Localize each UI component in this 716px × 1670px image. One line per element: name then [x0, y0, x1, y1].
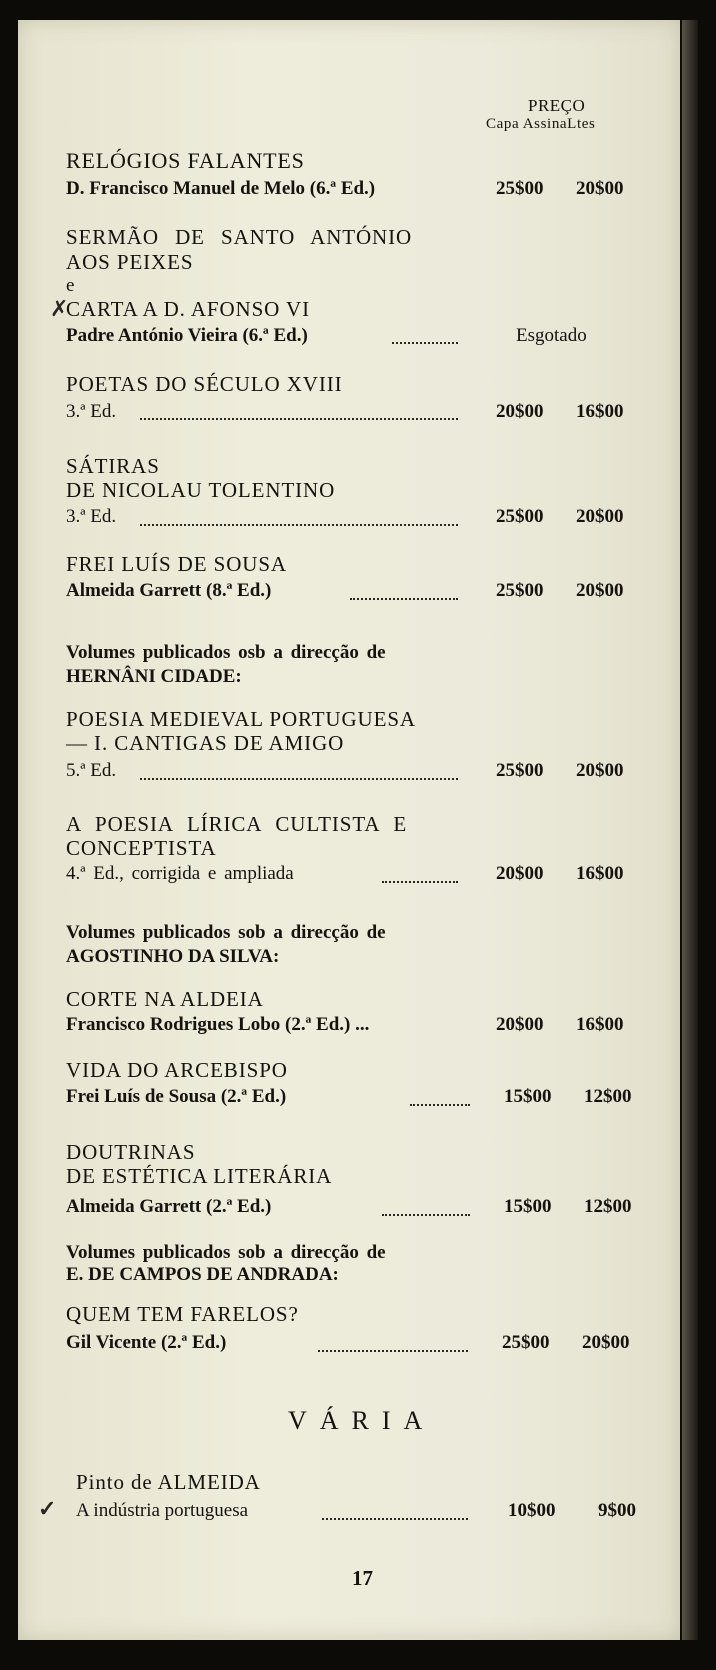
entry-author: Almeida Garrett (2.ª Ed.): [66, 1196, 272, 1217]
entry-title: CONCEPTISTA: [66, 836, 217, 860]
page-number: 17: [352, 1566, 373, 1590]
entry-edition: 3.ª Ed.: [66, 401, 117, 422]
entry-edition: 4.ª Ed., corrigida e ampliada: [66, 863, 294, 884]
price-capa: 15$00: [504, 1086, 552, 1107]
entry-title: AOS PEIXES: [66, 250, 194, 274]
leader-dots: [382, 1214, 470, 1216]
leader-dots: [350, 598, 458, 600]
entry-title: SÁTIRAS: [66, 454, 160, 478]
price-capa: 25$00: [496, 178, 544, 199]
entry-author: Frei Luís de Sousa (2.ª Ed.): [66, 1086, 287, 1107]
varia-heading: VÁRIA: [288, 1406, 436, 1435]
entry-title: VIDA DO ARCEBISPO: [66, 1058, 288, 1082]
price-assinantes: 9$00: [598, 1500, 636, 1521]
price-capa: 20$00: [496, 1014, 544, 1035]
leader-dots: [410, 1104, 470, 1106]
price-assinantes: 16$00: [576, 1014, 624, 1035]
entry-title: SERMÃO DE SANTO ANTÓNIO: [66, 225, 413, 249]
entry-author: Padre António Vieira (6.ª Ed.): [66, 325, 308, 346]
leader-dots: [318, 1350, 468, 1352]
price-assinantes: 12$00: [584, 1196, 632, 1217]
check-icon: ✓: [38, 1496, 57, 1521]
entry-author: D. Francisco Manuel de Melo (6.ª Ed.): [66, 178, 376, 199]
price-capa: 25$00: [496, 580, 544, 601]
price-assinantes: 20$00: [576, 506, 624, 527]
section-heading: Volumes publicados sob a direcção de: [66, 922, 386, 943]
entry-edition: 5.ª Ed.: [66, 760, 117, 781]
entry-title: RELÓGIOS FALANTES: [66, 148, 305, 173]
section-editor: HERNÂNI CIDADE:: [66, 666, 242, 687]
entry-title: DE ESTÉTICA LITERÁRIA: [66, 1164, 333, 1188]
price-assinantes: 20$00: [576, 178, 624, 199]
leader-dots: [140, 778, 458, 780]
price-assinantes: 20$00: [576, 760, 624, 781]
entry-author: Gil Vicente (2.ª Ed.): [66, 1332, 227, 1353]
status-sold-out: Esgotado: [516, 325, 587, 346]
entry-conjunction: e: [66, 275, 75, 296]
price-capa: 20$00: [496, 863, 544, 884]
entry-title: POETAS DO SÉCULO XVIII: [66, 372, 343, 396]
entry-title: DE NICOLAU TOLENTINO: [66, 478, 336, 502]
leader-dots: [392, 342, 458, 344]
price-capa: 25$00: [502, 1332, 550, 1353]
leader-dots: [382, 881, 458, 883]
varia-author: Pinto de ALMEIDA: [76, 1470, 261, 1494]
entry-title: FREI LUÍS DE SOUSA: [66, 552, 287, 576]
entry-title: CARTA A D. AFONSO VI: [66, 297, 310, 321]
entry-title: POESIA MEDIEVAL PORTUGUESA: [66, 707, 416, 731]
price-capa: 15$00: [504, 1196, 552, 1217]
price-assinantes: 16$00: [576, 401, 624, 422]
page-edge: [682, 20, 698, 1640]
entry-title: CORTE NA ALDEIA: [66, 987, 264, 1011]
price-capa: 25$00: [496, 760, 544, 781]
leader-dots: [322, 1518, 468, 1520]
cross-icon: ✗: [50, 296, 69, 321]
entry-title: A POESIA LÍRICA CULTISTA E: [66, 812, 408, 836]
leader-dots: [140, 524, 458, 526]
price-capa: 10$00: [508, 1500, 556, 1521]
section-editor: E. DE CAMPOS DE ANDRADA:: [66, 1264, 339, 1285]
entry-edition: 3.ª Ed.: [66, 506, 117, 527]
section-editor: AGOSTINHO DA SILVA:: [66, 946, 280, 967]
price-assinantes: 16$00: [576, 863, 624, 884]
section-heading: Volumes publicados sob a direcção de: [66, 1242, 386, 1263]
entry-title: QUEM TEM FARELOS?: [66, 1302, 299, 1326]
price-capa: 20$00: [496, 401, 544, 422]
entry-title: DOUTRINAS: [66, 1140, 196, 1164]
section-heading: Volumes publicados osb a direcção de: [66, 642, 386, 663]
price-assinantes: 12$00: [584, 1086, 632, 1107]
price-heading: PREÇO: [528, 96, 586, 115]
price-assinantes: 20$00: [582, 1332, 630, 1353]
entry-author: Almeida Garrett (8.ª Ed.): [66, 580, 272, 601]
entry-author: Francisco Rodrigues Lobo (2.ª Ed.) ...: [66, 1014, 370, 1035]
price-capa: 25$00: [496, 506, 544, 527]
varia-title: A indústria portuguesa: [76, 1500, 249, 1521]
price-assinantes: 20$00: [576, 580, 624, 601]
entry-title: — I. CANTIGAS DE AMIGO: [66, 731, 345, 755]
price-columns-heading: Capa AssinaLtes: [486, 116, 596, 132]
leader-dots: [140, 418, 458, 420]
